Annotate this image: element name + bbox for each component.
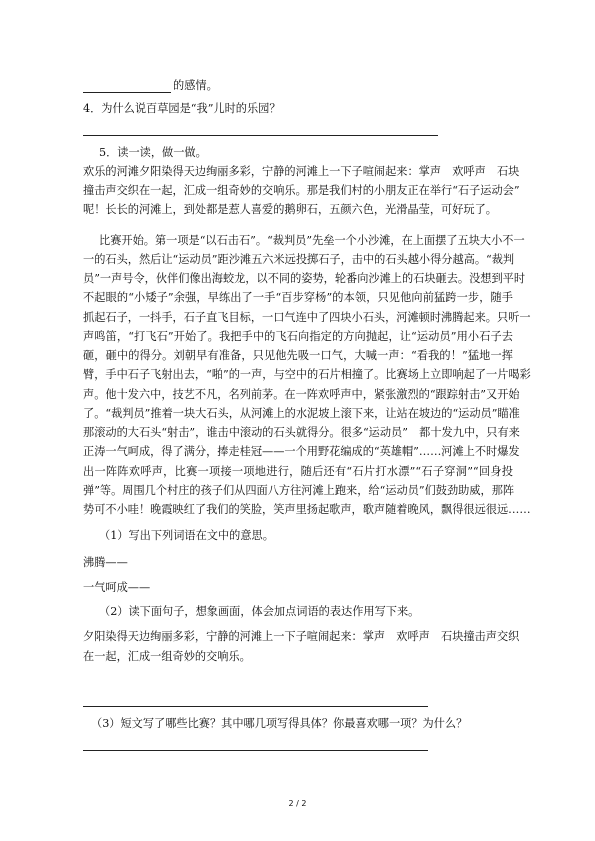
passage-line: 出一阵阵欢呼声，比赛一项接一项地进行，随后还有“石片打水漂”“石子穿洞”“回身投 bbox=[83, 465, 513, 478]
passage-line: 声鸣笛，“打飞石”开始了。我把手中的飞石向指定的方向抛起，让“运动员”用小石子去 bbox=[83, 330, 513, 343]
sub-question-3: （3）短文写了哪些比赛？其中哪几项写得具体？你最喜欢哪一项？为什么？ bbox=[91, 717, 468, 730]
page-number: 2 / 2 bbox=[288, 799, 307, 808]
passage-line: 撞击声交织在一起，汇成一组奇妙的交响乐。那是我们村的小朋友正在举行“石子运动会” bbox=[83, 184, 520, 197]
passage-line: 弹”等。周围几个村庄的孩子们从四面八方往河滩上跑来，给“运动员”们鼓劲助威，那阵 bbox=[83, 484, 515, 497]
quoted-sentence: 在一起，汇成一组奇妙的交响乐。 bbox=[83, 650, 251, 663]
passage-line: 砸，砸中的得分。刘朝早有准备，只见他先吸一口气，大喊一声：“看我的！”猛地一挥 bbox=[83, 349, 513, 362]
passage-line: 比赛开始。第一项是“以石击石”。“裁判员”先垒一个小沙滩，在上面摆了五块大小不一 bbox=[99, 234, 525, 247]
question-5-title: 5．读一读，做一做。 bbox=[99, 146, 207, 159]
term-feiteng: 沸腾—— bbox=[83, 556, 128, 569]
passage-line: 势可不小哇！晚霞映红了我们的笑脸，笑声里扬起歌声，歌声随着晚风，飘得很远很远…… bbox=[83, 503, 531, 516]
passage-line: 抓起石子，一抖手，石子直飞目标，一口气连中了四块小石头，河滩顿时沸腾起来。只听一 bbox=[83, 311, 531, 324]
answer-blank-q3[interactable] bbox=[83, 92, 171, 93]
passage-line: 员”一声号令，伙伴们像出海蛟龙，以不同的姿势，轮番向沙滩上的石块砸去。没想到平时 bbox=[83, 272, 526, 285]
sub-question-2: （2）读下面句子，想象画面，体会加点词语的表达作用写下来。 bbox=[99, 605, 420, 618]
passage-line: 那滚动的大石头“射击”，谁击中滚动的石头就得分。很多“运动员” 都十发九中，只有来 bbox=[83, 426, 520, 439]
passage-line: 一的石头，然后让“运动员”距沙滩五六米远投掷石子，击中的石头越小得分越高。“裁判 bbox=[83, 253, 515, 266]
q3-tail-text: 的感情。 bbox=[173, 79, 218, 92]
passage-line: 不起眼的“小矮子”余强，早练出了一手“百步穿杨”的本领，只见他向前猛跨一步，随手 bbox=[83, 291, 513, 304]
sub-question-1: （1）写出下列词语在文中的意思。 bbox=[99, 529, 274, 542]
passage-line: 欢乐的河滩夕阳染得天边绚丽多彩，宁静的河滩上一下子喧闹起来：掌声 欢呼声 石块 bbox=[83, 165, 520, 178]
question-4: 4．为什么说百草园是“我”儿时的乐园？ bbox=[83, 102, 281, 115]
quoted-sentence: 夕阳染得天边绚丽多彩，宁静的河滩上一下子喧闹起来：掌声 欢呼声 石块撞击声交织 bbox=[83, 630, 520, 643]
passage-line: 正涛一气呵成，得了满分，捧走桂冠——一个用野花编成的“英雄帽”……河滩上不时爆发 bbox=[83, 445, 520, 458]
answer-line-sub2[interactable] bbox=[83, 706, 428, 707]
passage-line: 了。“裁判员”推着一块大石头，从河滩上的水泥坡上滚下来，让站在坡边的“运动员”瞄准 bbox=[83, 407, 520, 420]
answer-line-sub3[interactable] bbox=[83, 750, 428, 751]
answer-line-q4[interactable] bbox=[83, 135, 438, 136]
term-yiqihecheng: 一气呵成—— bbox=[83, 581, 151, 594]
passage-line: 臂，手中石子飞射出去，“啪”的一声，与空中的石片相撞了。比赛场上立即响起了一片喝彩 bbox=[83, 368, 531, 381]
passage-line: 呢！长长的河滩上，到处都是惹人喜爱的鹅卵石，五颜六色，光滑晶莹，可好玩了。 bbox=[83, 203, 497, 216]
passage-line: 声。他十发六中，技艺不凡，名列前茅。在一阵欢呼声中，紧张激烈的“跟踪射击”又开始 bbox=[83, 388, 520, 401]
